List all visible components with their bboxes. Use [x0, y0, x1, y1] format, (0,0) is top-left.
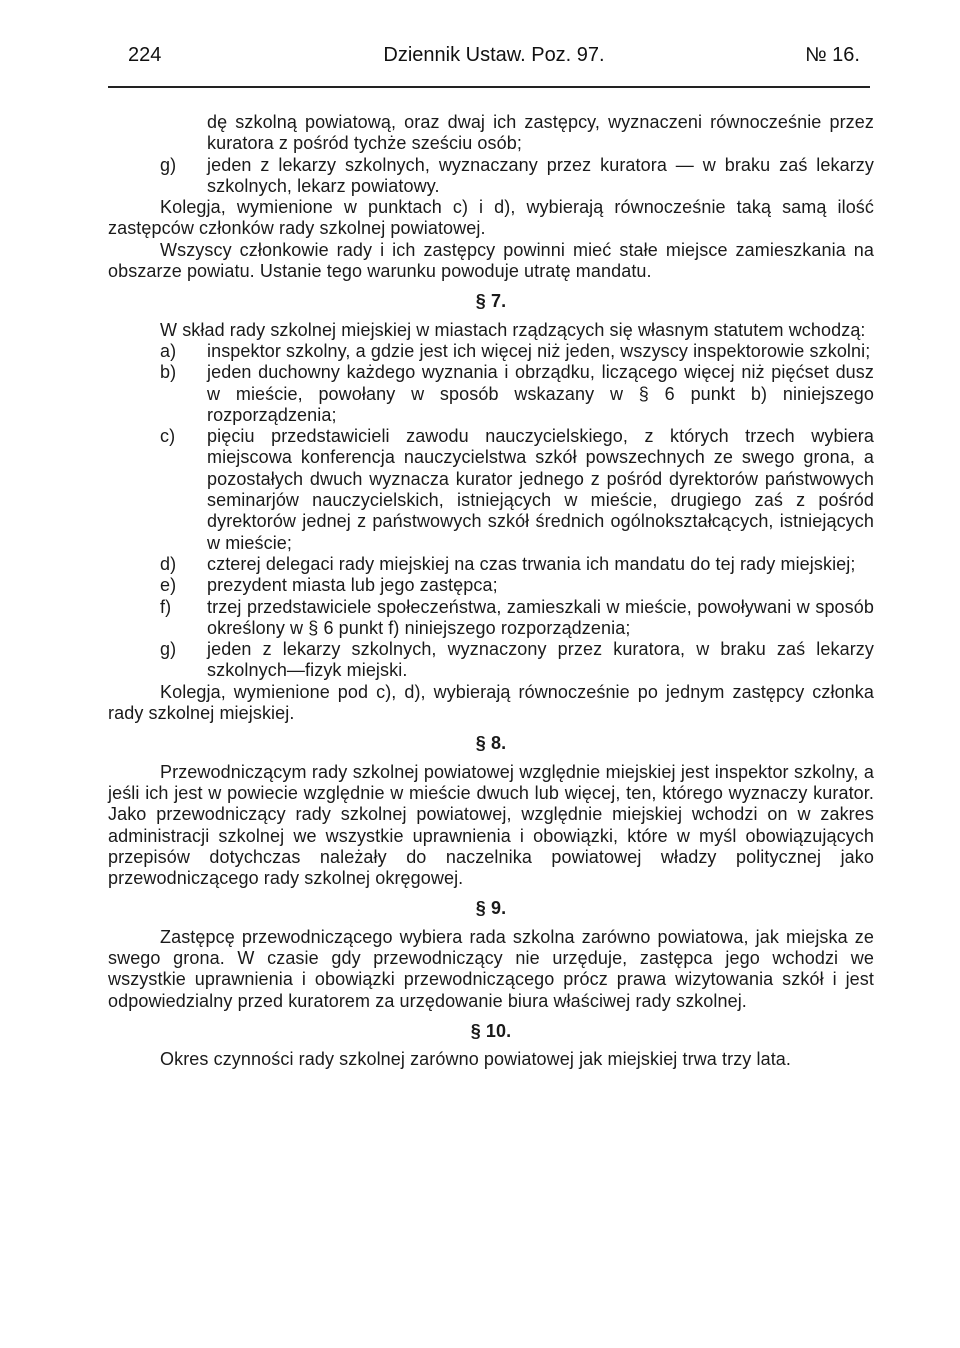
section-heading: § 7.	[475, 291, 507, 312]
paragraph: W skład rady szkolnej miejskiej w miastach rządzących się własnym statutem wchodzą:	[160, 319, 866, 340]
item-label: b)	[160, 362, 177, 383]
item-text: inspektor szkolny, a gdzie jest ich więcej niż jeden, wszyscy inspektorowie szkolni;	[207, 340, 871, 361]
item-label: g)	[160, 154, 177, 175]
continued-item-f: dę szkolną powiatową, oraz dwaj ich zastępcy, wyznaczeni równocześnie przez kuratora z pośród tychże sześciu osób;	[207, 112, 874, 154]
list-item	[108, 575, 874, 596]
paragraph: Przewodniczącym rady szkolnej powiatowej względnie miejskiej jest inspektor szkolny, a jeśli ich jest w powiecie względnie w mieście dwuch lub więcej, ten, którego wyznaczy kurator. Jako przewodniczący rady szkolnej powiatowej, względnie miejskiej wchodzi on w zakres administracji szkolnej we wszystkie uprawnienia i obowiązki, które w myśl obowiązujących przepisów dotychczas należały do naczelnika powiatowej władzy politycznej jako przewodniczącego rady szkolnej okręgowej.	[108, 761, 874, 889]
list-item	[108, 639, 874, 682]
section-heading: § 10.	[470, 1020, 512, 1041]
item-label: c)	[160, 426, 176, 447]
list-item	[108, 426, 874, 554]
item-label: f)	[160, 596, 172, 617]
journal-title: Dziennik Ustaw. Poz. 97.	[383, 44, 605, 66]
list-item	[108, 155, 874, 198]
paragraph: Zastępcę przewodniczącego wybiera rada szkolna zarówno powiatowa, jak miejska ze swego grona. W czasie gdy przewodniczący nie urzęduje, zastępca jego wchodzi we wszystkie uprawnienia i obowiązki przewodniczącego prócz prawa wizytowania szkół i jest odpowiedzialny przed kuratorem za urzędowanie biura właściwej rady szkolnej.	[108, 926, 874, 1011]
item-label: e)	[160, 575, 177, 596]
item-text: jeden z lekarzy szkolnych, wyznaczany przez kuratora — w braku zaś lekarzy szkolnych, lekarz powiatowy.	[207, 154, 874, 196]
item-label: a)	[160, 340, 177, 361]
item-text: jeden z lekarzy szkolnych, wyznaczony przez kuratora, w braku zaś lekarzy szkolnych—fizyk miejski.	[207, 639, 874, 681]
item-text: jeden duchowny każdego wyznania i obrządku, liczącego więcej niż pięćset dusz w mieście, powołany w sposób wskazany w § 6 punkt b) niniejszego rozporządzenia;	[207, 362, 874, 425]
document-body	[108, 112, 874, 1070]
header-rule	[108, 86, 870, 88]
page-header	[128, 44, 860, 76]
section-heading: § 9.	[475, 898, 507, 919]
item-text: prezydent miasta lub jego zastępca;	[207, 575, 498, 596]
item-text: czterej delegaci rady miejskiej na czas trwania ich mandatu do tej rady miejskiej;	[207, 553, 856, 574]
paragraph: Wszyscy członkowie rady i ich zastępcy powinni mieć stałe miejsce zamieszkania na obszarze powiatu. Ustanie tego warunku powoduje utratę mandatu.	[108, 239, 874, 282]
paragraph: Okres czynności rady szkolnej zarówno powiatowej jak miejskiej trwa trzy lata.	[160, 1049, 792, 1070]
item-text: pięciu przedstawicieli zawodu nauczycielskiego, z których trzech wybiera miejscowa konferencja nauczycielstwa szkół powszechnych ze swego grona, a pozostałych dwuch wyznacza kurator jednego z pośród dyrektorów państwowych seminarjów nauczycielskich, istniejących w mieście, drugiego zaś z pośród dyrektorów jednej z państwowych szkół średnich ogólnokształcących, istniejących w mieście;	[207, 426, 874, 553]
item-text: trzej przedstawiciele społeczeństwa, zamieszkali w mieście, powoływani w sposób określony w § 6 punkt f) niniejszego rozporządzenia;	[207, 596, 874, 638]
list-item	[108, 597, 874, 640]
paragraph: Kolegja, wymienione w punktach c) i d), wybierają równocześnie taką samą ilość zastępców członków rady szkolnej powiatowej.	[108, 197, 874, 239]
section-heading: § 8.	[475, 733, 507, 754]
page-number: 224	[128, 44, 162, 66]
item-label: d)	[160, 553, 177, 574]
list-item	[108, 554, 874, 575]
paragraph: Kolegja, wymienione pod c), d), wybierają równocześnie po jednym zastępcy członka rady szkolnej miejskiej.	[108, 681, 874, 724]
issue-number: № 16.	[805, 44, 860, 66]
list-item	[108, 362, 874, 426]
item-label: g)	[160, 639, 177, 660]
list-item	[108, 341, 874, 362]
